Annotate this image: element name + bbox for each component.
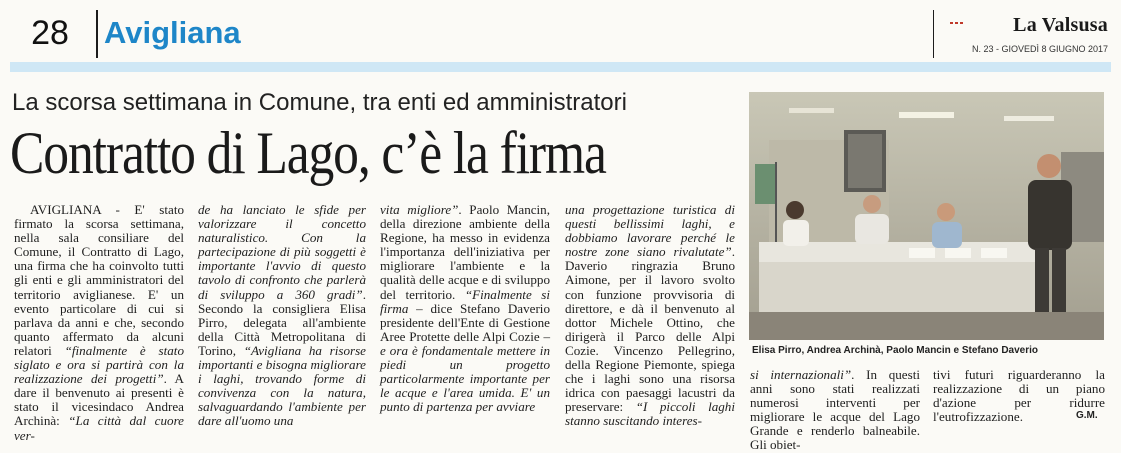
body-text: . A dare il benvenuto ai presenti è stato il vicesindaco Andrea Archinà: xyxy=(14,371,185,429)
quote-text: si internazionali” xyxy=(750,367,852,382)
header-divider-right xyxy=(933,10,934,58)
quote-text: “Finalmente si firma xyxy=(380,286,551,316)
quote-text: una progettazione turistica di questi bellissimi laghi, e dobbiamo lavorare perché le nostre zone siano rivalutate” xyxy=(565,202,735,260)
quote-text: de ha lanciato le sfide per valorizzare il concetto naturalistico. Con la partecipazione di più soggetti è importante l'avvio di questo tavolo di confronto che parlerà di sviluppo a 360 gradi” xyxy=(198,202,366,302)
body-text: – dice Stefano Daverio presidente dell'Ente di Gestione Aree Protette delle Alpi Cozie xyxy=(380,300,550,344)
photo-illustration xyxy=(749,92,1104,340)
body-text: . Secondo la consigliera Elisa Pirro, delegata all'ambiente della Città Metropolitana di Torino, xyxy=(198,286,366,358)
issue-info: N. 23 - GIOVEDÌ 8 GIUGNO 2017 xyxy=(971,44,1108,54)
body-text: . Paolo Mancin, della direzione ambiente della Regione, ha messo in evidenza l'importanza dell'iniziativa per migliorare l'ambiente e la qualità delle acque e di sviluppo del territorio. xyxy=(380,202,551,302)
newspaper-logo: La Valsusa xyxy=(1013,14,1108,36)
article-photo xyxy=(749,92,1104,340)
article-column-4 xyxy=(565,202,735,429)
header-divider xyxy=(96,10,98,58)
quote-text: vita migliore” xyxy=(380,202,459,217)
body-text: tivi futuri riguarderanno la realizzazione di un piano d'azione per ridurre l'eutrofizzazione. xyxy=(933,367,1105,425)
quote-text: “finalmente è stato siglato e ora si partirà con la realizzazione dei progetti” xyxy=(14,342,184,387)
article-headline: Contratto di Lago, c’è la firma xyxy=(10,120,606,186)
article-column-3 xyxy=(380,203,550,423)
photo-caption: Elisa Pirro, Andrea Archinà, Paolo Mancin e Stefano Daverio xyxy=(752,345,1039,356)
article-column-1 xyxy=(14,202,185,443)
author-signature: G.M. xyxy=(1076,410,1098,421)
article-column-2 xyxy=(198,202,366,429)
section-title: Avigliana xyxy=(104,15,241,50)
quote-text: “La città dal cuore ver- xyxy=(14,413,184,443)
article-column-5 xyxy=(750,367,920,453)
body-text: AVIGLIANA - E' stato firmato la scorsa settimana, nella sala consiliare del Comune, il Contratto di Lago, una firma che ha coinvolto tutti gli enti e gli amministratori del territorio aviglianese. E' un evento particolare di cui si parlava da anni e che, secondo quanto affermato da alcuni relatori xyxy=(14,202,184,358)
quote-text: – e ora è fondamentale mettere in piedi un progetto particolarmente importante per le acque e l'area umida. E' un punto di partenza per avviare xyxy=(380,328,550,415)
page-number: 28 xyxy=(31,14,69,52)
quote-text: “I piccoli laghi stanno suscitando interes- xyxy=(565,399,735,429)
body-text: . Daverio ringrazia Bruno Aimone, per il lavoro svolto con funzione provvisoria di direttore, e dà il benvenuto al dottor Michele Ottino, che dirigerà il Parco delle Alpi Cozie. Vincenzo Pellegrino, della Regione Piemonte, spiega che i laghi sono una risorsa idrica con paesaggi lacustri da preservare: xyxy=(565,244,735,415)
quote-text: “Avigliana ha risorse importanti e bisogna migliorare i laghi, trovando forme di convivenza con la natura, salvaguardando l'ambiente per dare all'uomo una xyxy=(198,342,366,429)
body-text: . In questi anni sono stati realizzati numerosi interventi per migliorare le acque del Lago Grande e renderlo balneabile. Gli obiet- xyxy=(750,367,920,453)
article-kicker: La scorsa settimana in Comune, tra enti ed amministratori xyxy=(12,89,627,116)
header-band xyxy=(10,62,1111,72)
